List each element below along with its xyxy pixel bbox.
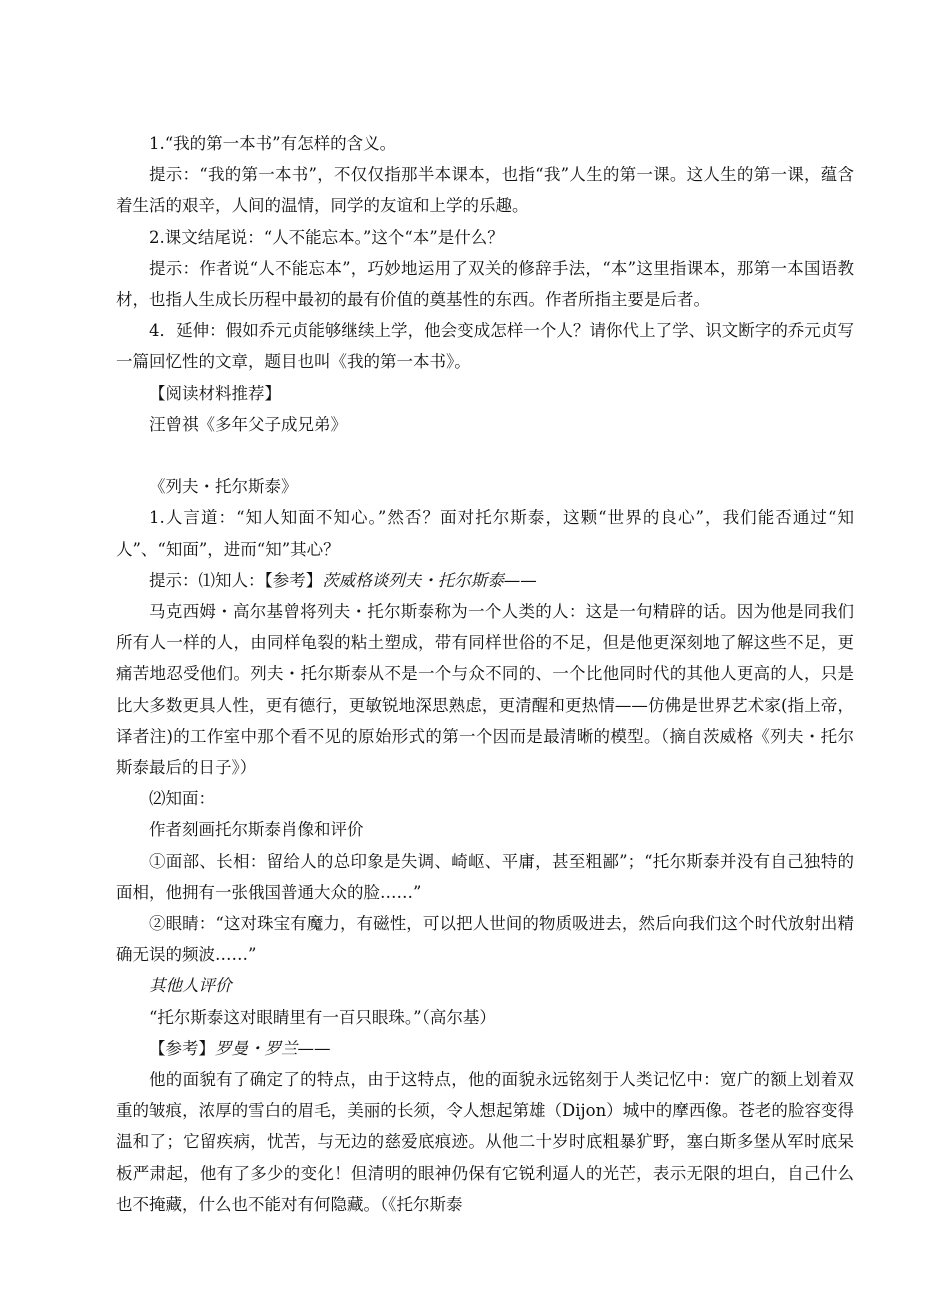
- others-evaluation-heading: 其他人评价: [149, 976, 232, 996]
- recommended-article: 汪曾祺《多年父子成兄弟》: [149, 414, 347, 434]
- question-4-extension: 4．延伸：假如乔元贞能够继续上学，他会变成怎样一个人？请你代上了学、识文断字的乔元贞写一篇回忆性的文章，题目也叫《我的第一本书》。: [116, 321, 854, 372]
- hint-label: 提示：⑴知人：: [149, 570, 265, 590]
- hint-2: 提示：作者说“人不能忘本”，巧妙地运用了双关的修辞手法，“本”这里指课本，那第一本国语教材，也指人生成长历程中最初的最有价值的奠基性的东西。作者所指主要是后者。: [116, 258, 854, 310]
- question-1: 1.“我的第一本书”有怎样的含义。: [149, 134, 397, 153]
- reference-source: 茨威格谈列夫・托尔斯泰——: [322, 570, 537, 590]
- portrait-eyes: ②眼睛：“这对珠宝有魔力，有磁性，可以把人世间的物质吸进去，然后向我们这个时代放射出精确无误的频波……”: [116, 914, 854, 965]
- hint-1: 提示：“我的第一本书”，不仅仅指那半本课本，也指“我”人生的第一课。这人生的第一课，蕴含着生活的艰辛，人间的温情，同学的友谊和上学的乐趣。: [116, 165, 854, 216]
- hint-know-person: [116, 565, 854, 596]
- blank-line: [116, 440, 854, 471]
- know-face-heading: ⑵知面：: [149, 789, 215, 809]
- section-title-tolstoy: 《列夫・托尔斯泰》: [149, 477, 298, 497]
- portrait-intro: 作者刻画托尔斯泰肖像和评价: [149, 820, 364, 840]
- tolstoy-question-1: 1.人言道：“知人知面不知心。”然否？面对托尔斯泰，这颗“世界的良心”，我们能否通过“知人”、“知面”，进而“知”其心？: [116, 508, 854, 559]
- reference-source: 罗曼・罗兰——: [215, 1038, 331, 1058]
- reference-tag: 【参考】: [264, 570, 323, 590]
- question-2: 2.课文结尾说：“人不能忘本。”这个“本”是什么？: [149, 227, 504, 247]
- reference-tag: 【参考】: [149, 1038, 215, 1058]
- zweig-quote: 马克西姆・高尔基曾将列夫・托尔斯泰称为一个人类的人：这是一句精辟的话。因为他是同我们所有人一样的人，由同样龟裂的粘土塑成，带有同样世俗的不足，但是他更深刻地了解这些不足，更痛苦地忍受他们。列夫・托尔斯泰从不是一个与众不同的、一个比他同时代的其他人更高的人，只是比大多数更具人性，更有德行，更敏锐地深思熟虑，更清醒和更热情——仿佛是世界艺术家(指上帝，译者注)的工作室中那个看不见的原始形式的第一个因而是最清晰的模型。（摘自茨威格《列夫・托尔斯泰最后的日子》）: [116, 602, 854, 778]
- gorky-quote: “托尔斯泰这对眼睛里有一百只眼珠。”（高尔基）: [149, 1007, 496, 1027]
- reading-recommendation-heading: 【阅读材料推荐】: [149, 383, 281, 403]
- rolland-quote: 他的面貌有了确定了的特点，由于这特点，他的面貌永远铭刻于人类记忆中：宽广的额上划着双重的皱痕，浓厚的雪白的眉毛，美丽的长须，令人想起第雄（Dijon）城中的摩西像。苍老的脸容变得温和了；它留疾病，忧苦，与无边的慈爱底痕迹。从他二十岁时底粗暴犷野，塞白斯多堡从军时底呆板严肃起，他有了多少的变化！但清明的眼神仍保有它锐利逼人的光芒，表示无限的坦白，自己什么也不掩藏，什么也不能对有何隐藏。（《托尔斯泰: [116, 1070, 854, 1214]
- portrait-face: ①面部、长相：留给人的总印象是失调、崎岖、平庸，甚至粗鄙”；“托尔斯泰并没有自己独特的面相，他拥有一张俄国普通大众的脸……”: [116, 851, 854, 902]
- rolland-reference: [116, 1033, 854, 1064]
